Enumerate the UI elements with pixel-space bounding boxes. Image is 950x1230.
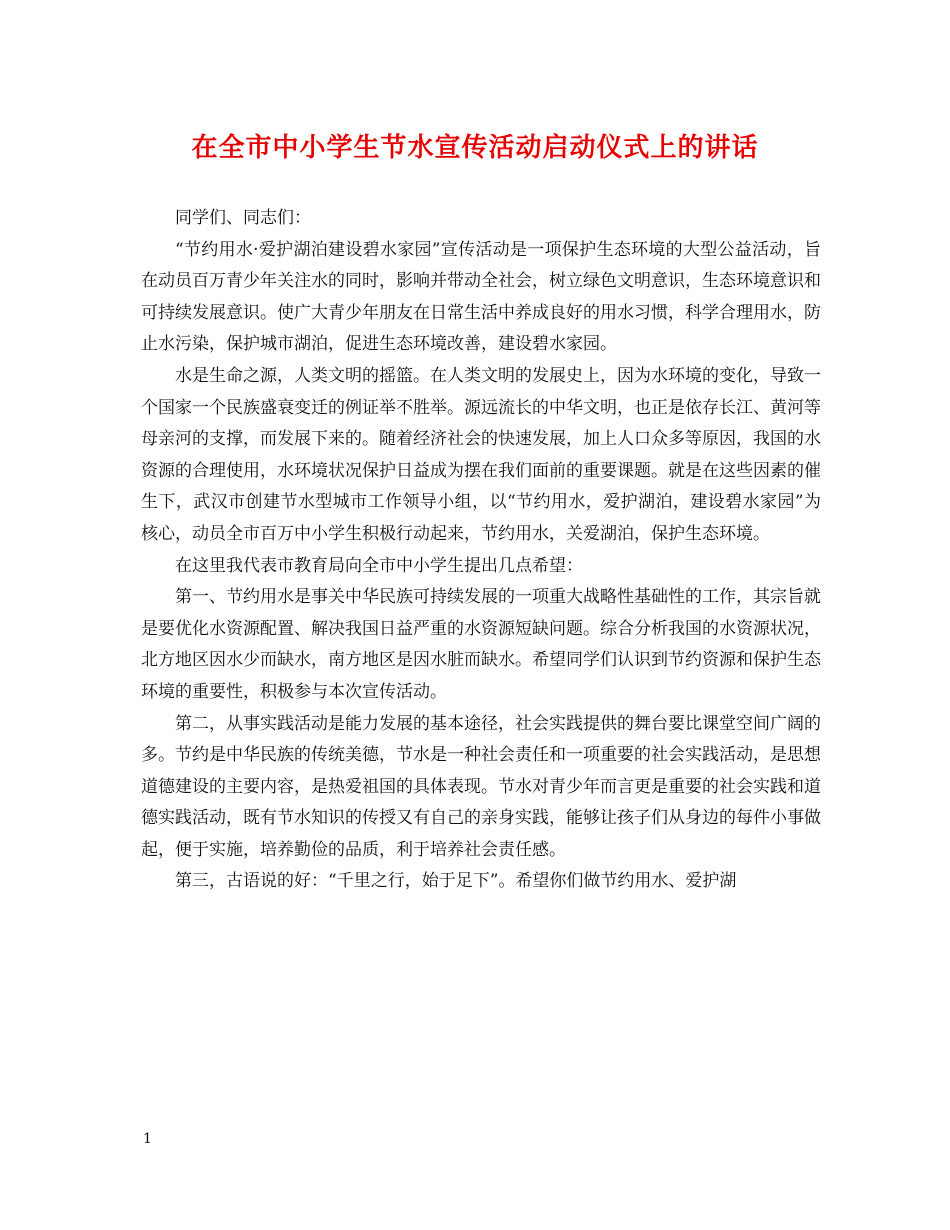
paragraph-salutation: 同学们、同志们： [175, 208, 311, 228]
paragraph-water-civilization: 水是生命之源，人类文明的摇篮。在人类文明的发展史上，因为水环境的变化，导致一个国家一个民族盛衰变迁的例证举不胜举。源远流长的中华文明，也正是依存长江、黄河等母亲河的支撑，而发展下来的。随着经济社会的快速发展，加上人口众多等原因，我国的水资源的合理使用，水环境状况保护日益成为摆在我们面前的重要课题。就是在这些因素的催生下，武汉市创建节水型城市工作领导小组，以“节约用水，爱护湖泊，建设碧水家园”为核心，动员全市百万中小学生积极行动起来，节约用水，关爱湖泊，保护生态环境。 [141, 365, 821, 544]
paragraph-third-point: 第三，古语说的好：“千里之行，始于足下”。希望你们做节约用水、爱护湖 [175, 871, 737, 892]
page-number: 1 [143, 1131, 152, 1147]
paragraph-activity-intro: “节约用水·爱护湖泊建设碧水家园”宣传活动是一项保护生态环境的大型公益活动，旨在动员百万青少年关注水的同时，影响并带动全社会，树立绿色文明意识，生态环境意识和可持续发展意识。使广大青少年朋友在日常生活中养成良好的用水习惯，科学合理用水，防止水污染，保护城市湖泊，促进生态环境改善，建设碧水家园。 [141, 239, 821, 355]
paragraph-second-point: 第二，从事实践活动是能力发展的基本途径，社会实践提供的舞台要比课堂空间广阔的多。节约是中华民族的传统美德，节水是一种社会责任和一项重要的社会实践活动，是思想道德建设的主要内容，是热爱祖国的具体表现。节水对青少年而言更是重要的社会实践和道德实践活动，既有节水知识的传授又有自己的亲身实践，能够让孩子们从身边的每件小事做起，便于实施，培养勤俭的品质，利于培养社会责任感。 [141, 713, 821, 860]
paragraph-hopes-intro: 在这里我代表市教育局向全市中小学生提出几点希望： [175, 555, 583, 576]
paragraph-first-point: 第一、节约用水是事关中华民族可持续发展的一项重大战略性基础性的工作，其宗旨就是要优化水资源配置、解决我国日益严重的水资源短缺问题。综合分析我国的水资源状况，北方地区因水少而缺水，南方地区是因水脏而缺水。希望同学们认识到节约资源和保护生态环境的重要性，积极参与本次宣传活动。 [141, 587, 821, 702]
document-title: 在全市中小学生节水宣传活动启动仪式上的讲话 [191, 133, 759, 163]
document-body [141, 203, 821, 898]
